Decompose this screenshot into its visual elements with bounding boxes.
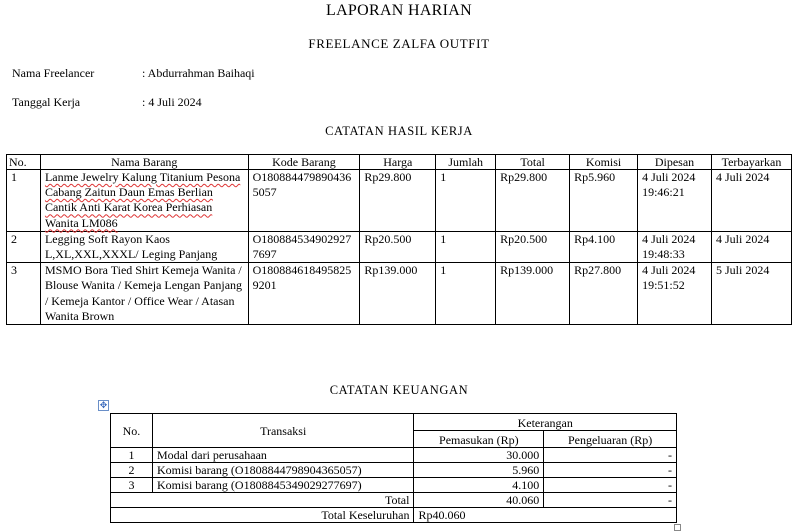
- total-pemasukan: 40.060: [414, 493, 544, 508]
- cell-harga: Rp29.800: [360, 170, 436, 232]
- finance-section-title: CATATAN KEUANGAN: [329, 383, 469, 397]
- report-subtitle: FREELANCE ZALFA OUTFIT: [308, 36, 490, 51]
- table-row: [7, 170, 792, 232]
- date-row: [12, 95, 202, 110]
- col-no: No.: [7, 155, 41, 170]
- table-row: [7, 263, 792, 325]
- fin-cell-no: 3: [111, 478, 153, 493]
- cell-no: 2: [7, 231, 41, 262]
- col-komisi: Komisi: [570, 155, 638, 170]
- total-row: [111, 493, 677, 508]
- table-row: [111, 463, 677, 478]
- finance-header-row: [111, 414, 677, 431]
- cell-no: 1: [7, 170, 41, 232]
- work-table: [6, 154, 792, 325]
- fin-cell-no: 1: [111, 448, 153, 463]
- table-row: [7, 231, 792, 262]
- cell-kode-barang: O1808844798904365057: [248, 170, 360, 232]
- cell-harga: Rp20.500: [360, 231, 436, 262]
- col-kode-barang: Kode Barang: [248, 155, 360, 170]
- freelancer-row: [12, 66, 255, 81]
- fin-cell-pemasukan: 5.960: [414, 463, 544, 478]
- cell-nama-barang: Lanme Jewelry Kalung Titanium Pesona Cabang Zaitun Daun Emas Berlian Cantik Anti Karat Korea Perhiasan Wanita LM086: [40, 170, 248, 232]
- cell-terbayarkan: 4 Juli 2024: [711, 170, 791, 232]
- fin-cell-transaksi: Modal dari perusahaan: [152, 448, 414, 463]
- cell-total: Rp29.800: [496, 170, 570, 232]
- grand-total-value: Rp40.060: [414, 508, 677, 523]
- col-dipesan: Dipesan: [638, 155, 712, 170]
- cell-dipesan: 4 Juli 2024 19:51:52: [638, 263, 712, 325]
- cell-dipesan: 4 Juli 2024 19:46:21: [638, 170, 712, 232]
- date-label: Tanggal Kerja: [12, 95, 81, 109]
- finance-table: [110, 413, 677, 523]
- report-title: LAPORAN HARIAN: [326, 2, 472, 19]
- cell-kode-barang: O1808846184958259201: [248, 263, 360, 325]
- col-nama-barang: Nama Barang: [40, 155, 248, 170]
- fin-cell-transaksi: Komisi barang (O1808845349029277697): [152, 478, 414, 493]
- total-pengeluaran: -: [544, 493, 677, 508]
- fin-cell-pengeluaran: -: [544, 463, 677, 478]
- cell-jumlah: 1: [436, 231, 496, 262]
- fin-cell-pengeluaran: -: [544, 448, 677, 463]
- col-terbayarkan: Terbayarkan: [711, 155, 791, 170]
- cell-komisi: Rp4.100: [570, 231, 638, 262]
- cell-jumlah: 1: [436, 263, 496, 325]
- cell-komisi: Rp27.800: [570, 263, 638, 325]
- table-row: [111, 448, 677, 463]
- freelancer-label: Nama Freelancer: [12, 66, 95, 80]
- col-total: Total: [496, 155, 570, 170]
- col-harga: Harga: [360, 155, 436, 170]
- fin-col-pemasukan: Pemasukan (Rp): [414, 431, 544, 448]
- cell-terbayarkan: 4 Juli 2024: [711, 231, 791, 262]
- total-label: Total: [111, 493, 414, 508]
- cell-kode-barang: O1808845349029277697: [248, 231, 360, 262]
- cell-total: Rp139.000: [496, 263, 570, 325]
- move-icon[interactable]: ✥: [99, 400, 108, 410]
- cell-total: Rp20.500: [496, 231, 570, 262]
- cell-dipesan: 4 Juli 2024 19:48:33: [638, 231, 712, 262]
- work-header-row: [7, 155, 792, 170]
- fin-cell-pemasukan: 4.100: [414, 478, 544, 493]
- grand-total-label: Total Keseluruhan: [111, 508, 414, 523]
- freelancer-value: : Abdurrahman Baihaqi: [142, 66, 255, 80]
- col-jumlah: Jumlah: [436, 155, 496, 170]
- table-resize-handle[interactable]: [674, 524, 681, 531]
- fin-col-pengeluaran: Pengeluaran (Rp): [544, 431, 677, 448]
- cell-no: 3: [7, 263, 41, 325]
- date-value: : 4 Juli 2024: [142, 95, 202, 109]
- cell-terbayarkan: 5 Juli 2024: [711, 263, 791, 325]
- fin-col-transaksi: Transaksi: [152, 414, 414, 448]
- cell-nama-barang: Legging Soft Rayon Kaos L,XL,XXL,XXXL/ Leging Panjang: [40, 231, 248, 262]
- cell-jumlah: 1: [436, 170, 496, 232]
- cell-harga: Rp139.000: [360, 263, 436, 325]
- fin-col-no: No.: [111, 414, 153, 448]
- fin-cell-pemasukan: 30.000: [414, 448, 544, 463]
- fin-cell-no: 2: [111, 463, 153, 478]
- work-section-title: CATATAN HASIL KERJA: [325, 124, 473, 138]
- fin-cell-transaksi: Komisi barang (O1808844798904365057): [152, 463, 414, 478]
- table-row: [111, 478, 677, 493]
- grand-total-row: [111, 508, 677, 523]
- fin-cell-pengeluaran: -: [544, 478, 677, 493]
- cell-komisi: Rp5.960: [570, 170, 638, 232]
- cell-nama-barang: MSMO Bora Tied Shirt Kemeja Wanita / Blouse Wanita / Kemeja Lengan Panjang / Kemeja Kantor / Office Wear / Atasan Wanita Brown: [40, 263, 248, 325]
- fin-col-keterangan: Keterangan: [414, 414, 677, 431]
